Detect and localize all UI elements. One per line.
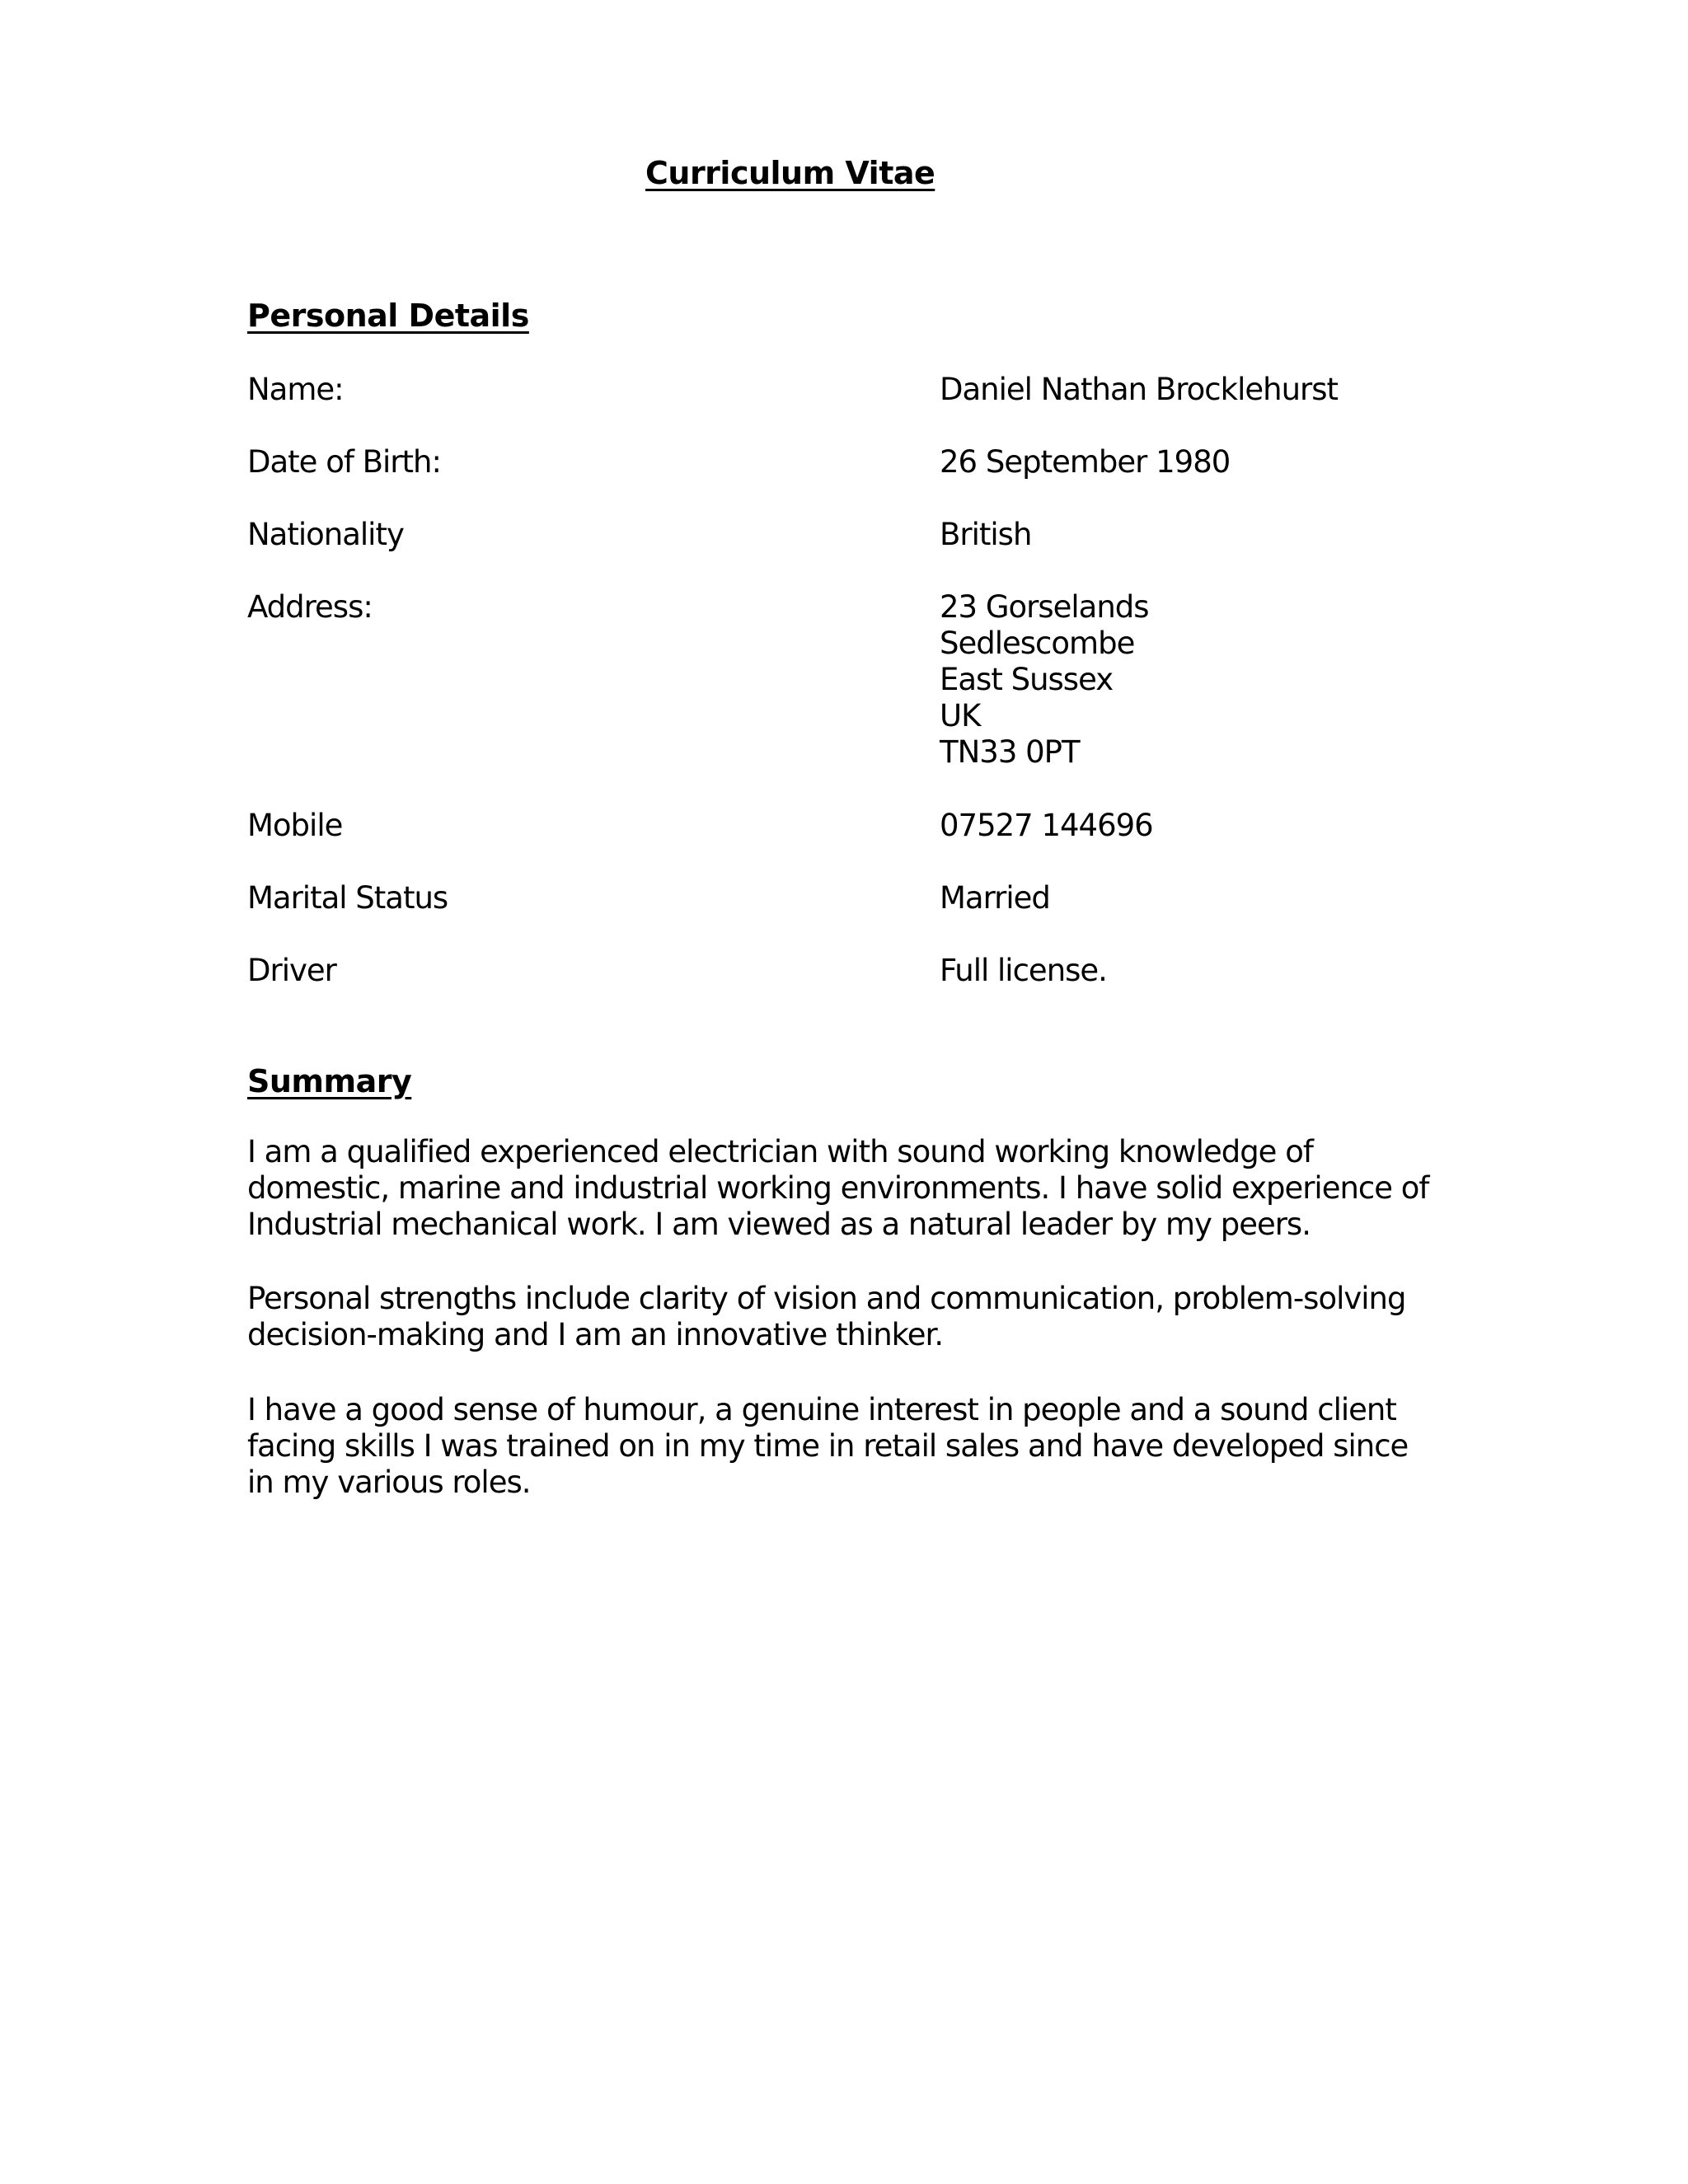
detail-value-address bbox=[940, 589, 1149, 771]
summary-paragraph: I am a qualified experienced electrician with sound working knowledge of domestic, marine and industrial working environments. I have solid experience of Industrial mechanical work. I am viewed as a natural leader by my peers. bbox=[247, 1134, 1429, 1242]
address-line-village: Sedlescombe bbox=[940, 626, 1135, 661]
detail-value-marital-status bbox=[940, 880, 1050, 916]
value-line: Married bbox=[940, 880, 1050, 916]
document-title: Curriculum Vitae bbox=[645, 155, 935, 191]
address-line-street: 23 Gorselands bbox=[940, 589, 1149, 625]
detail-value-date-of-birth bbox=[940, 444, 1230, 480]
address-line-country: UK bbox=[940, 698, 981, 733]
value-line: 07527 144696 bbox=[940, 808, 1153, 843]
detail-value-driver bbox=[940, 953, 1107, 989]
detail-value-mobile bbox=[940, 808, 1153, 844]
address-line-county: East Sussex bbox=[940, 662, 1114, 697]
detail-value-nationality bbox=[940, 517, 1031, 553]
value-line: 26 September 1980 bbox=[940, 444, 1231, 480]
detail-label-nationality: Nationality bbox=[247, 517, 404, 552]
summary-paragraph: I have a good sense of humour, a genuine interest in people and a sound client facing skills I was trained on in my time in retail sales and have developed since in my various roles. bbox=[247, 1392, 1409, 1500]
personal-details-heading: Personal Details bbox=[247, 298, 529, 334]
summary-paragraph: Personal strengths include clarity of vision and communication, problem-solving decision-making and I am an innovative thinker. bbox=[247, 1281, 1406, 1352]
value-line: British bbox=[940, 517, 1032, 552]
detail-value-name bbox=[940, 372, 1338, 408]
detail-label-driver: Driver bbox=[247, 953, 336, 988]
value-line: Daniel Nathan Brocklehurst bbox=[940, 372, 1339, 407]
value-line: Full license. bbox=[940, 953, 1107, 988]
detail-label-date-of-birth: Date of Birth: bbox=[247, 444, 441, 480]
detail-label-marital-status: Marital Status bbox=[247, 880, 448, 916]
summary-heading: Summary bbox=[247, 1063, 412, 1099]
detail-label-mobile: Mobile bbox=[247, 808, 343, 843]
detail-label-address: Address: bbox=[247, 589, 373, 625]
address-line-postcode: TN33 0PT bbox=[940, 734, 1080, 770]
detail-label-name: Name: bbox=[247, 372, 344, 407]
